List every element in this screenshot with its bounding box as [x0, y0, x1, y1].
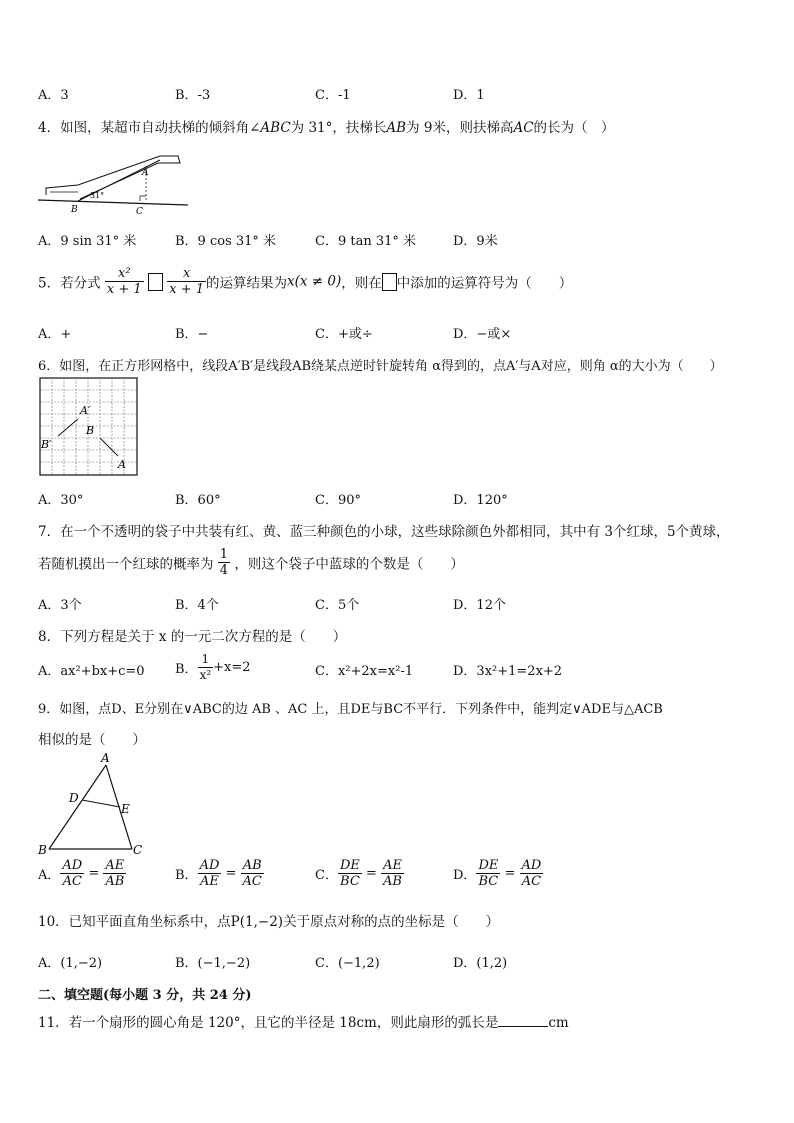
q3-option-b: B．-3: [175, 88, 211, 103]
fig6-label-a: A: [118, 458, 126, 471]
answer-blank[interactable]: [498, 1014, 548, 1027]
q5-option-c: C．+或÷: [315, 327, 373, 342]
q4-question: 4．如图，某超市自动扶梯的倾斜角∠ABC为 31°，扶梯长AB为 9米，则扶梯高AC的长为（ ）: [38, 120, 615, 136]
q10-option-b: B．(−1,−2): [175, 956, 251, 971]
fig9-label-d: D: [69, 791, 79, 805]
q6-option-b: B．60°: [175, 493, 221, 508]
q8-option-b: B． $\frac{1}{\text{x²}}$ +x=2: [175, 652, 251, 682]
q5-option-a: A．+: [38, 327, 72, 342]
q3-option-d: D．1: [453, 88, 485, 103]
q5-option-d: D．−或×: [453, 327, 512, 342]
q4-option-c: C．9 tan 31° 米: [315, 234, 417, 249]
q5-fraction-2: $\frac{x}{x + 1}$: [169, 266, 205, 297]
q9-option-a: A． $\frac{AD}{AC}$ = $\frac{AE}{AB}$: [38, 858, 125, 889]
q8-question: 8．下列方程是关于 x 的一元二次方程的是（ ）: [38, 629, 347, 645]
q4-option-a: A．9 sin 31° 米: [38, 234, 137, 249]
fig6-label-b: B: [86, 424, 95, 437]
q6-option-c: C．90°: [315, 493, 361, 508]
q7-line2: 若随机摸出一个红球的概率为 $\frac{1}{4}$ ，则这个袋子中蓝球的个数是（ ）: [38, 547, 464, 578]
q9-line1: 9．如图，点D、E分别在∨ABC的边 AB 、AC 上，且DE与BC不平行．下列条件中，能判定∨ADE与△ACB: [38, 702, 663, 717]
q7-fraction: $\frac{1}{4}$: [219, 547, 229, 578]
operator-box: [148, 273, 163, 291]
fig4-label-c: C: [136, 207, 143, 217]
q9-option-b: B． $\frac{AD}{AE}$ = $\frac{AB}{AC}$: [175, 858, 262, 889]
escalator-figure: [38, 148, 190, 218]
q5-fraction-1: $\frac{\text{x²}}{x + 1}$: [106, 266, 142, 297]
q7-option-a: A．3个: [38, 598, 82, 613]
fig9-label-a: A: [101, 751, 110, 765]
q8-option-c: C．x²+2x=x²-1: [315, 664, 414, 679]
q6-question: 6．如图，在正方形网格中，线段A′B′是线段AB绕某点逆时针旋转角 α得到的，点A′与A对应，则角 α的大小为（ ）: [38, 359, 723, 374]
q10-option-d: D．(1,2): [453, 956, 508, 971]
q7-option-c: C．5个: [315, 598, 360, 613]
fig9-label-c: C: [133, 843, 143, 857]
q10-question: 10．已知平面直角坐标系中，点P(1,−2)关于原点对称的点的坐标是（ ）: [38, 914, 500, 930]
q8-option-a: A．ax²+bx+c=0: [38, 664, 145, 679]
q5-option-b: B．−: [175, 327, 209, 342]
q9-option-c: C． $\frac{DE}{BC}$ = $\frac{AE}{AB}$: [315, 858, 402, 889]
q3-option-c: C．-1: [315, 88, 351, 103]
section-2-title: 二、填空题(每小题 3 分，共 24 分): [38, 988, 252, 1003]
fig4-angle-label: 31°: [90, 191, 105, 200]
fig9-label-b: B: [38, 843, 47, 857]
q10-option-a: A．(1,−2): [38, 956, 103, 971]
fig6-label-b-prime: B′: [41, 438, 52, 451]
q5-question: 5．若分式 $\frac{\text{x²}}{x + 1}$ $\frac{x}{x + 1}$ 的运算结果为x(x ≠ 0)，则在 中添加的运算符号为（ ）: [38, 266, 573, 297]
q7-option-d: D．12个: [453, 598, 506, 613]
q6-option-d: D．120°: [453, 493, 508, 508]
q6-option-a: A．30°: [38, 493, 84, 508]
triangle-figure: [36, 750, 146, 858]
fig6-label-a-prime: A′: [80, 404, 91, 417]
q7-line1: 7．在一个不透明的袋子中共装有红、黄、蓝三种颜色的小球，这些球除颜色外都相同，其中有 3个红球，5个黄球，: [38, 524, 730, 540]
q9-option-d: D． $\frac{DE}{BC}$ = $\frac{AD}{AC}$: [453, 858, 542, 889]
q11-question: 11．若一个扇形的圆心角是 120°，且它的半径是 18cm，则此扇形的弧长是 cm: [38, 1015, 569, 1031]
fig4-label-b: B: [71, 205, 78, 215]
q9-line2: 相似的是（ ）: [38, 732, 146, 748]
q7-option-b: B．4个: [175, 598, 219, 613]
q8-option-d: D．3x²+1=2x+2: [453, 664, 563, 679]
q3-option-a: A．3: [38, 88, 69, 103]
operator-box-2: [382, 273, 397, 291]
q10-option-c: C．(−1,2): [315, 956, 380, 971]
q4-option-b: B．9 cos 31° 米: [175, 234, 277, 249]
fig4-label-a: A: [142, 168, 149, 178]
grid-figure: [38, 376, 140, 480]
q4-option-d: D．9米: [453, 234, 498, 249]
fig9-label-e: E: [121, 802, 130, 816]
